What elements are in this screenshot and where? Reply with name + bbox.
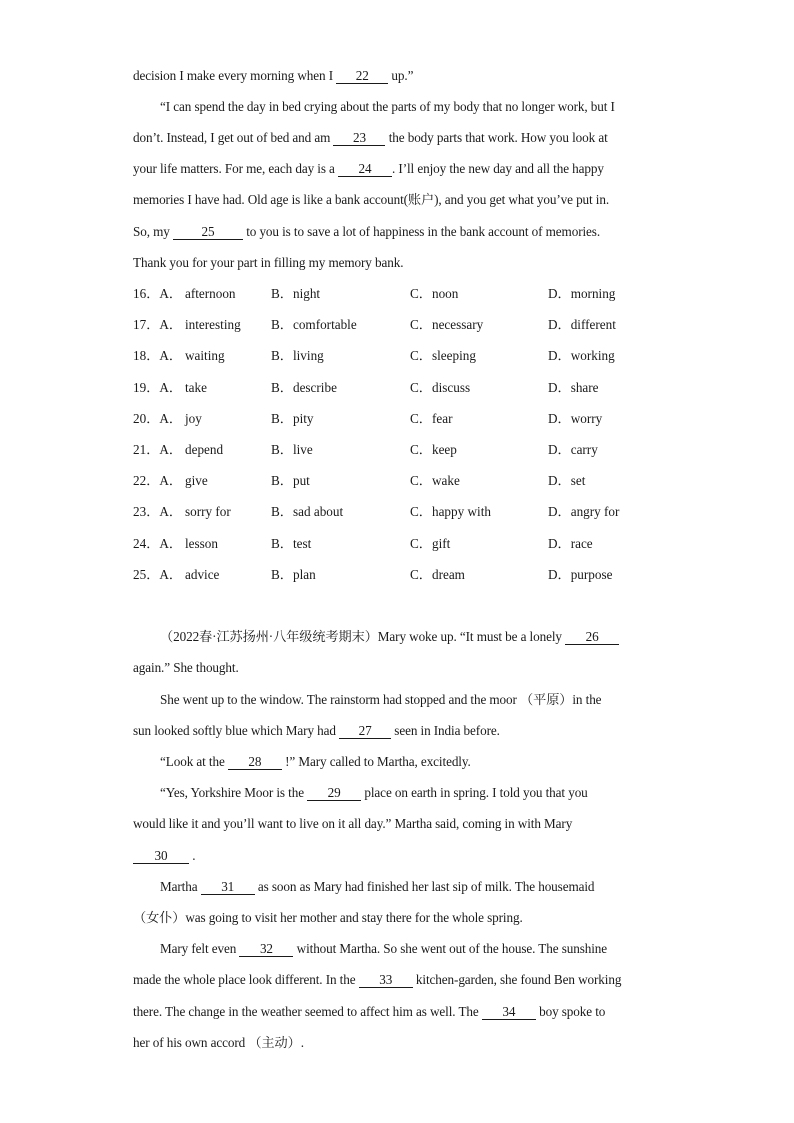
option-c: C．happy with	[410, 504, 491, 519]
question-number: 17．A．	[133, 317, 183, 332]
text: boy spoke to	[539, 1004, 606, 1019]
option-row-22	[133, 472, 673, 490]
question-number: 25．A．	[133, 567, 183, 582]
passage2-line-1	[160, 628, 690, 646]
option-d: D．race	[548, 536, 593, 551]
option-c: C．wake	[410, 473, 460, 488]
option-a: depend	[185, 442, 224, 457]
passage2-line-5	[160, 753, 690, 771]
text: your life matters. For me, each day is a	[133, 161, 335, 176]
text: Mary felt even	[160, 941, 237, 956]
option-d: D．share	[548, 380, 599, 395]
option-b: B．describe	[271, 380, 337, 395]
question-number: 22．A．	[133, 473, 183, 488]
option-b: B．comfortable	[271, 317, 357, 332]
passage1-line-6	[133, 223, 663, 241]
option-d: D．different	[548, 317, 616, 332]
text: kitchen-garden, she found Ben working	[415, 972, 622, 987]
blank-24: 24	[338, 162, 392, 177]
text: “Look at the	[160, 754, 225, 769]
text: to you is to save a lot of happiness in the bank account of memories.	[246, 224, 601, 239]
option-row-19	[133, 379, 673, 397]
option-a: take	[185, 380, 207, 395]
passage1-line-3	[133, 129, 663, 147]
blank-28: 28	[228, 755, 282, 770]
option-b: B．sad about	[271, 504, 344, 519]
blank-23: 23	[333, 131, 385, 146]
passage1-line-1	[133, 67, 663, 85]
option-c: C．necessary	[410, 317, 484, 332]
blank-29: 29	[307, 786, 361, 801]
blank-26: 26	[565, 630, 619, 645]
passage2-line-12	[133, 971, 663, 989]
option-row-16	[133, 285, 673, 303]
option-row-25	[133, 566, 673, 584]
blank-22: 22	[336, 69, 388, 84]
text: （2022春·江苏扬州·八年级统考期末）Mary woke up. “It must be a lonely	[160, 629, 562, 644]
text: don’t. Instead, I get out of bed and am	[133, 130, 331, 145]
passage2-line-2: again.” She thought.	[133, 660, 239, 675]
option-d: D．angry for	[548, 504, 620, 519]
question-number: 18．A．	[133, 348, 183, 363]
passage2-line-14: her of his own accord （主动）.	[133, 1035, 304, 1050]
question-number: 16．A．	[133, 286, 183, 301]
question-number: 19．A．	[133, 380, 183, 395]
text: So, my	[133, 224, 170, 239]
option-b: B．living	[271, 348, 324, 363]
option-a: advice	[185, 567, 220, 582]
option-row-21	[133, 441, 673, 459]
option-a: sorry for	[185, 504, 231, 519]
passage2-line-11	[160, 940, 690, 958]
option-d: D．purpose	[548, 567, 613, 582]
option-b: B．plan	[271, 567, 316, 582]
passage2-line-8	[133, 847, 663, 865]
option-a: afternoon	[185, 286, 236, 301]
option-b: B．put	[271, 473, 310, 488]
passage1-line-7: Thank you for your part in filling my memory bank.	[133, 255, 404, 270]
text: as soon as Mary had finished her last sip of milk. The housemaid	[257, 879, 595, 894]
text: decision I make every morning when I	[133, 68, 334, 83]
blank-30: 30	[133, 849, 189, 864]
passage2-line-7: would like it and you’ll want to live on it all day.” Martha said, coming in with Mary	[133, 816, 573, 831]
text: the body parts that work. How you look at	[388, 130, 608, 145]
option-c: C．noon	[410, 286, 459, 301]
option-d: D．worry	[548, 411, 603, 426]
option-b: B．live	[271, 442, 313, 457]
text: up.”	[391, 68, 414, 83]
option-c: C．gift	[410, 536, 451, 551]
passage2-line-6	[160, 784, 690, 802]
passage2-line-13	[133, 1003, 663, 1021]
option-b: B．night	[271, 286, 321, 301]
text: .	[192, 848, 196, 863]
option-row-18	[133, 347, 673, 365]
passage1-line-5: memories I have had. Old age is like a bank account(账户), and you get what you’ve put in.	[133, 192, 610, 207]
passage2-line-3: She went up to the window. The rainstorm had stopped and the moor （平原）in the	[160, 692, 602, 707]
question-number: 21．A．	[133, 442, 183, 457]
blank-25: 25	[173, 225, 243, 240]
blank-32: 32	[239, 942, 293, 957]
passage2-line-10: （女仆）was going to visit her mother and stay there for the whole spring.	[133, 910, 523, 925]
passage2-line-4	[133, 722, 663, 740]
option-c: C．discuss	[410, 380, 471, 395]
option-c: C．fear	[410, 411, 453, 426]
blank-31: 31	[201, 880, 255, 895]
option-a: lesson	[185, 536, 218, 551]
option-c: C．dream	[410, 567, 465, 582]
option-d: D．morning	[548, 286, 616, 301]
passage1-line-4	[133, 160, 663, 178]
text: !” Mary called to Martha, excitedly.	[285, 754, 471, 769]
option-b: B．pity	[271, 411, 314, 426]
blank-27: 27	[339, 724, 391, 739]
option-row-17	[133, 316, 673, 334]
blank-33: 33	[359, 973, 413, 988]
text: place on earth in spring. I told you that you	[364, 785, 588, 800]
option-b: B．test	[271, 536, 312, 551]
text: made the whole place look different. In the	[133, 972, 356, 987]
question-number: 24．A．	[133, 536, 183, 551]
option-a: interesting	[185, 317, 241, 332]
text: Martha	[160, 879, 198, 894]
option-row-20	[133, 410, 673, 428]
passage1-line-2: “I can spend the day in bed crying about the parts of my body that no longer work, but I	[160, 99, 615, 114]
option-d: D．set	[548, 473, 586, 488]
option-row-24	[133, 535, 673, 553]
text: seen in India before.	[394, 723, 500, 738]
option-a: joy	[185, 411, 202, 426]
option-a: give	[185, 473, 208, 488]
passage2-line-9	[160, 878, 690, 896]
question-number: 23．A．	[133, 504, 183, 519]
option-row-23	[133, 503, 673, 521]
option-a: waiting	[185, 348, 225, 363]
option-d: D．carry	[548, 442, 598, 457]
text: without Martha. So she went out of the house. The sunshine	[296, 941, 608, 956]
option-d: D．working	[548, 348, 615, 363]
text: there. The change in the weather seemed to affect him as well. The	[133, 1004, 479, 1019]
question-number: 20．A．	[133, 411, 183, 426]
option-c: C．keep	[410, 442, 457, 457]
blank-34: 34	[482, 1005, 536, 1020]
text: sun looked softly blue which Mary had	[133, 723, 336, 738]
text: “Yes, Yorkshire Moor is the	[160, 785, 304, 800]
text: . I’ll enjoy the new day and all the happy	[392, 161, 604, 176]
option-c: C．sleeping	[410, 348, 476, 363]
